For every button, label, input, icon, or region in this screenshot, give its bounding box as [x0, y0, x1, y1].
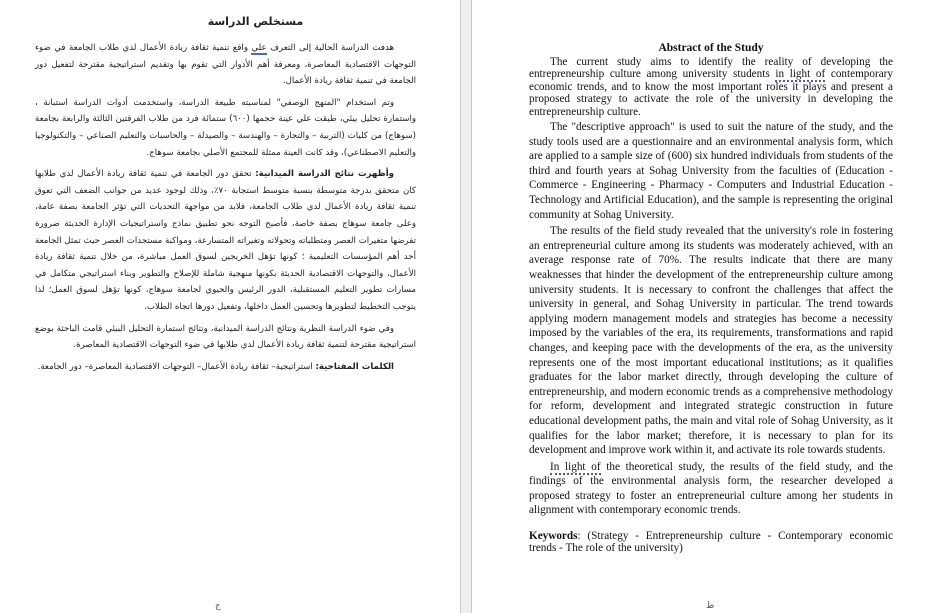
arabic-paragraph-4: وفي ضوء الدراسة النظرية ونتائج الدراسة الميدانية، ونتائج استمارة التحليل البيئي قامت الباحثة بوضع استراتيجية مقترحة لتنمية ثقافة ريادة الأعمال لدي طلابها في ضوء التوجهات الاقتصادية المعاصرة.: [35, 323, 416, 351]
grammar-flagged-phrase[interactable]: In light of: [550, 460, 601, 473]
arabic-paragraph-2: وتم استخدام "المنهج الوصفي" لمناسبته طبيعة الدراسة، واستخدمت أدوات الدراسة استبانة ، واستمارة تحليل بيئي، طبقت علي عينة حجمها (٦٠٠) ستمائة فرد من طلاب الفرقتين الثالثة والرابعة بجامعة (سوهاج) من كليات (التربية – والتجارة – والهندسة – والصيدلة – والحاسبات والتعليم الصناعي – والتكنولوجيا والتعليم الاصطناعي)، وقد كانت العينة ممثلة للمجتمع الأصلي بجامعة سوهاج.: [35, 97, 416, 158]
arabic-keywords: الكلمات المفتاحية: استراتيجية– ثقافة ريادة الأعمال– التوجهات الاقتصادية المعاصرة– دور الجامعة.: [37, 361, 394, 372]
arabic-abstract-body: [35, 14, 416, 380]
page-number-left: ج: [215, 601, 221, 611]
english-abstract-page: [473, 0, 937, 613]
english-paragraph-3: The results of the field study revealed that the university's role in fostering an entrepreneurial culture among its students was moderately achieved, with an average response rate of 70%. The results indicate that there are many weaknesses that hinder the development of the entrepreneurship culture among university students. It is necessary to confront the challenges that affect the university in general, and Sohag University in particular. The trend towards applying modern management models and strategies has become a necessity imposed by the variables of the era, its requirements, transformations and rapid changes, and keeping pace with the developments of the era, as the university represents one of the most important educational institutions; as it qualifies graduates for the labor market directly, through developing the culture of entrepreneurship, and modern economic trends as a comprehensive methodology for reform, development and integrated strategic construction in future educational development paths, the main and vital role of Sohag University, as it qualifies for the labor market; therefore, it is necessary to plan for its development and improve work within it, and activate its role towards students.: [529, 225, 893, 457]
arabic-abstract-title: مستخلص الدراسة: [207, 15, 304, 28]
english-abstract-body: [529, 41, 893, 557]
arabic-paragraph-3: وأظهرت نتائج الدراسة الميدانية: تحقق دور الجامعة في تنمية ثقافة ريادة الأعمال لدي طلابها كان متحقق بدرجة متوسطة بنسبة متوسط استجابة ٧٠٪، وذلك لوجود عديد من جوانب الضعف التي تعوق تنمية ثقافة ريادة الأعمال لدي طلاب الجامعة، فلابد من مواجهة التحديات التي تؤثر الجامعة بصفة عامة، وعلى جامعة سوهاج بصفة خاصة، فأصبح التوجه نحو تطبيق نماذج واستراتيجيات الإدارة الحديثة ضرورة تفرضها متغيرات العصر ومتطلباته وتحولاته وتغيراته المتسارعة، ومواكبة مستجدات العصر حيث تمثل الجامعة أحد أهم المؤسسات التعليمية ؛ كونها تؤهل الخريجين لسوق العمل مباشرة، من خلال تنمية ثقافة ريادة الأعمال، والتوجهات الاقتصادية الحديثة بكونها منهجية شاملة للإصلاح والتطوير وبناء استراتيجي متكامل في مسارات تطوير التعليم المستقبلية، الدور الرئيس والحيوي لجامعة سوهاج، كونها تؤهل لسوق العمل؛ لذا يتوجب التخطيط لتطويرها وتحسين العمل داخلها، وتفعيل دورها اتجاه الطلاب.: [35, 169, 417, 312]
page-gap-divider: [460, 0, 472, 613]
page-number-right: ط: [706, 601, 715, 611]
english-paragraph-1: The current study aims to identify the reality of developing the entrepreneurship culture among university students in light of contemporary economic trends, and to know the most important roles it plays and present a proposed strategy to activate the role of the university in developing the entrepreneurship culture.: [529, 56, 893, 118]
arabic-abstract-page: [0, 0, 460, 613]
arabic-keywords-label: الكلمات المفتاحية:: [315, 361, 394, 372]
grammar-flagged-word[interactable]: علي: [251, 43, 267, 53]
grammar-flagged-phrase[interactable]: in light of: [775, 68, 826, 81]
english-paragraph-2: The "descriptive approach" is used to suit the nature of the study, and the study tools used are a questionnaire and an environmental analysis form, which are applied to a sample size of (600) six hundred individuals from students of the third and fourth years at Sohag University from the faculties of (Education - Commerce - Engineering - Pharmacy - Computers and Industrial Education - Technology and Artificial Education), and the sample is representing the original community at Sohag University.: [529, 121, 893, 221]
english-keywords: Keywords: (Strategy - Entrepreneurship culture - Contemporary economic trends - The role of the university): [529, 530, 893, 555]
english-keywords-label: Keywords: [529, 530, 578, 543]
english-paragraph-4: In light of the theoretical study, the results of the field study, and the findings of the environmental analysis form, the researcher developed a proposed strategy to foster an entrepreneurial culture among her students in alignment with contemporary economic trends.: [529, 460, 893, 517]
arabic-paragraph-1: هدفت الدراسة الحالية إلى التعرف علي واقع تنمية ثقافة ريادة الأعمال لدي طلاب الجامعة في ضوء التوجهات الاقتصادية المعاصرة، ومعرفة أهم الأدوار التي تقوم بها وتقديم استراتيجية مقترحة لتفعيل دور الجامعة في تنمية ثقافة ريادة الأعمال.: [35, 43, 416, 87]
english-abstract-title: Abstract of the Study: [658, 42, 764, 54]
arabic-results-heading: وأظهرت نتائج الدراسة الميدانية:: [255, 169, 394, 180]
